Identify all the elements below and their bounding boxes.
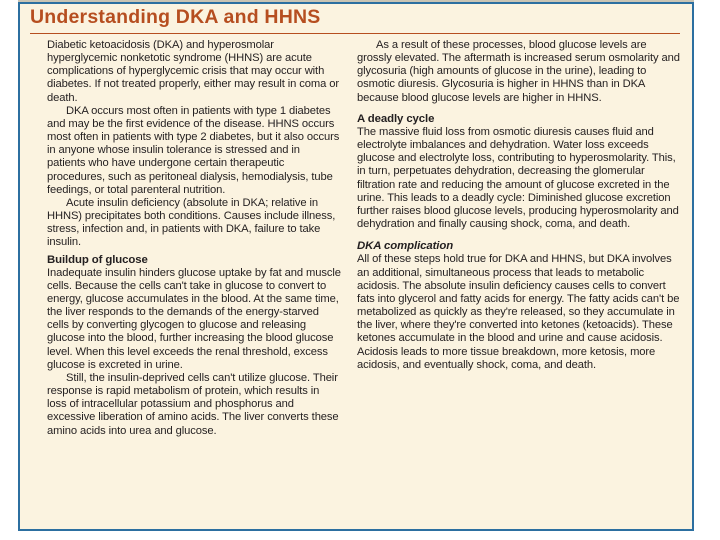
buildup-paragraph-1: Inadequate insulin hinders glucose uptake by fat and muscle cells. Because the cells can't take in glucose to convert to energy, glucose accumulates in the blood. At the same time, the liver responds to the demands of the energy-starved cells by converting glycogen to glucose and releasing glucose into the blood, further increasing the blood glucose level. When this level exceeds the renal threshold, excess glucose is excreted in urine. [47, 266, 341, 371]
deadly-cycle-heading: A deadly cycle [357, 112, 435, 125]
right-column [357, 39, 680, 372]
dka-onset-paragraph: DKA occurs most often in patients with type 1 diabetes and may be the first evidence of the disease. HHNS occurs most often in patients with type 2 diabetes, but it also occurs in anyone whose insulin tolerance is stressed and in patients who have undergone certain therapeutic procedures, such as peritoneal dialysis, hemodialysis, tube feedings, or total parenteral nutrition. [47, 104, 340, 196]
intro-paragraph: Diabetic ketoacidosis (DKA) and hyperosmolar hyperglycemic nonketotic syndrome (HHNS) are acute complications of hyperglycemic crisis that may occur with diabetes. If not treated properly, either may result in coma or death. [47, 39, 339, 104]
result-paragraph: As a result of these processes, blood glucose levels are grossly elevated. The aftermath is increased serum osmolarity and glycosuria (high amounts of glucose in the urine), leading to osmotic diuresis. Glycosuria is higher in HHNS than in DKA because blood glucose levels are higher in HHNS. [357, 39, 680, 104]
page-title: Understanding DKA and HHNS [30, 6, 321, 28]
insulin-deficiency-paragraph: Acute insulin deficiency (absolute in DKA; relative in HHNS) precipitates both conditions. Causes include illness, stress, infection and, in patients with DKA, failure to take insulin. [47, 196, 336, 249]
left-column [47, 39, 341, 438]
dka-complication-paragraph: All of these steps hold true for DKA and HHNS, but DKA involves an additional, simultaneous process that leads to metabolic acidosis. The absolute insulin deficiency causes cells to convert fats into glycerol and fatty acids for energy. The fatty acids can't be metabolized as quickly as they're released, so they accumulate in the liver, where they're converted into ketones (ketoacids). These ketones accumulate in the blood and urine and cause acidosis. Acidosis leads to more tissue breakdown, more ketosis, more acidosis, and eventually shock, coma, and death. [357, 253, 680, 371]
buildup-paragraph-2: Still, the insulin-deprived cells can't utilize glucose. Their response is rapid metabolism of protein, which results in loss of intracellular potassium and phosphorus and excessive liberation of amino acids. The liver converts these amino acids into urea and glucose. [47, 371, 339, 437]
dka-complication-heading: DKA complication [357, 240, 454, 253]
title-divider [30, 33, 680, 34]
buildup-heading: Buildup of glucose [47, 253, 148, 266]
deadly-cycle-paragraph: The massive fluid loss from osmotic diuresis causes fluid and electrolyte imbalances and dehydration. Water loss exceeds glucose and electrolyte loss, contributing to hyperosmolarity. This, in turn, perpetuates dehydration, decreasing the glomerular filtration rate and reducing the amount of glucose excreted in the urine. This leads to a deadly cycle: Diminished glucose excretion further raises blood glucose levels, producing hyperosmolarity and dehydration and finally causing shock, coma, and death. [357, 125, 679, 231]
